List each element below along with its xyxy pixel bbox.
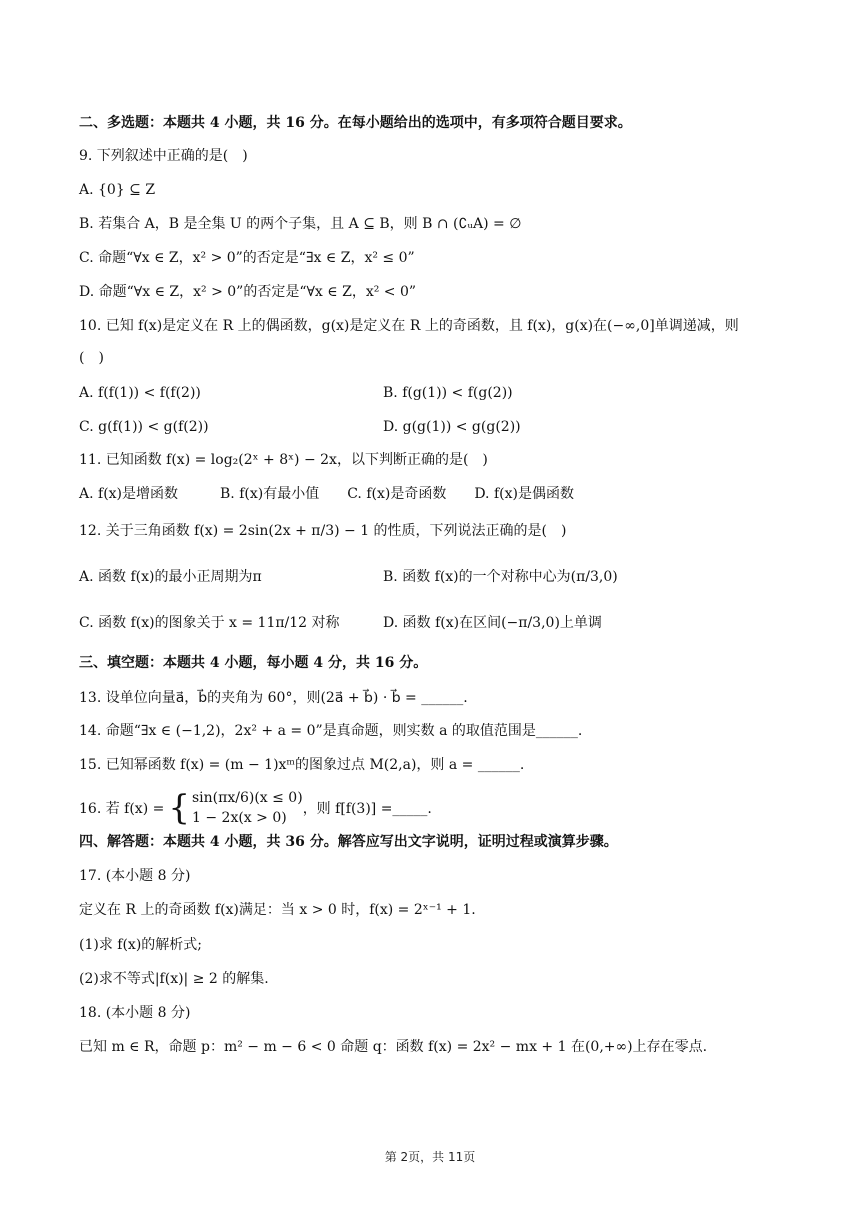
q9-option-b: B. 若集合 A，B 是全集 U 的两个子集，且 A ⊆ B，则 B ∩ (∁ᵤA) = ∅ bbox=[79, 216, 522, 232]
q12-option-d: D. 函数 f(x)在区间(−π/3,0)上单调 bbox=[383, 615, 602, 631]
q9-option-a: A. {0} ⊆ Z bbox=[79, 182, 156, 198]
q12-stem: 12. 关于三角函数 f(x) = 2sin(2x + π/3) − 1 的性质，下列说法正确的是( ) bbox=[79, 523, 567, 539]
q11-stem: 11. 已知函数 f(x) = log₂(2ˣ + 8ˣ) − 2x，以下判断正确的是( ) bbox=[79, 452, 488, 468]
q9-stem: 9. 下列叙述中正确的是( ) bbox=[79, 148, 248, 164]
q17-text: 定义在 R 上的奇函数 f(x)满足：当 x > 0 时，f(x) = 2ˣ⁻¹ + 1. bbox=[79, 902, 476, 918]
q14: 14. 命题“∃x ∈ (−1,2)，2x² + a = 0”是真命题，则实数 a 的取值范围是______. bbox=[79, 723, 583, 739]
q16-brace: { bbox=[168, 788, 190, 828]
q10-option-d: D. g(g(1)) < g(g(2)) bbox=[383, 419, 521, 435]
q13: 13. 设单位向量a⃗，b⃗的夹角为 60°，则(2a⃗ + b⃗) · b⃗ = ______. bbox=[79, 690, 468, 706]
q16-case-2: 1 − 2x(x > 0) bbox=[192, 810, 287, 826]
q10-stem: 10. 已知 f(x)是定义在 R 上的偶函数，g(x)是定义在 R 上的奇函数，且 f(x)，g(x)在(−∞,0]单调递减，则 bbox=[79, 318, 739, 334]
q12-option-b: B. 函数 f(x)的一个对称中心为(π/3,0) bbox=[383, 569, 618, 585]
q18-text: 已知 m ∈ R，命题 p：m² − m − 6 < 0 命题 q：函数 f(x) = 2x² − mx + 1 在(0,+∞)上存在零点. bbox=[79, 1039, 708, 1055]
q17-part-1: (1)求 f(x)的解析式; bbox=[79, 937, 202, 953]
q16-tail: ，则 f[f(3)] =_____. bbox=[302, 801, 432, 817]
q12-option-c: C. 函数 f(x)的图象关于 x = 11π/12 对称 bbox=[79, 615, 340, 631]
q10-stem-cont: ( ) bbox=[79, 350, 104, 366]
page-footer: 第 2页，共 11页 bbox=[384, 1150, 476, 1164]
q10-option-c: C. g(f(1)) < g(f(2)) bbox=[79, 419, 209, 435]
q11-options: A. f(x)是增函数 B. f(x)有最小值 C. f(x)是奇函数 D. f(x)是偶函数 bbox=[79, 486, 574, 502]
q12-option-a: A. 函数 f(x)的最小正周期为π bbox=[79, 569, 262, 585]
q10-option-b: B. f(g(1)) < f(g(2)) bbox=[383, 385, 513, 401]
q16-lead: 16. 若 f(x) = bbox=[79, 801, 165, 817]
q17-part-2: (2)求不等式|f(x)| ≥ 2 的解集. bbox=[79, 971, 269, 987]
q17-title: 17. (本小题 8 分) bbox=[79, 868, 191, 884]
section-3-heading: 三、填空题：本题共 4 小题，每小题 4 分，共 16 分。 bbox=[79, 655, 428, 671]
q15: 15. 已知幂函数 f(x) = (m − 1)xᵐ的图象过点 M(2,a)，则 a = ______. bbox=[79, 757, 525, 773]
q16-cases bbox=[192, 788, 303, 828]
q16-case-1: sin(πx/6)(x ≤ 0) bbox=[192, 790, 303, 806]
q16 bbox=[79, 786, 432, 830]
q9-option-d: D. 命题“∀x ∈ Z，x² > 0”的否定是“∀x ∈ Z，x² < 0” bbox=[79, 284, 417, 300]
q18-title: 18. (本小题 8 分) bbox=[79, 1005, 191, 1021]
q10-option-a: A. f(f(1)) < f(f(2)) bbox=[79, 385, 201, 401]
section-4-heading: 四、解答题：本题共 4 小题，共 36 分。解答应写出文字说明，证明过程或演算步骤。 bbox=[79, 834, 618, 850]
q9-option-c: C. 命题“∀x ∈ Z，x² > 0”的否定是“∃x ∈ Z，x² ≤ 0” bbox=[79, 250, 415, 266]
section-2-heading: 二、多选题：本题共 4 小题，共 16 分。在每小题给出的选项中，有多项符合题目要求。 bbox=[79, 115, 632, 131]
